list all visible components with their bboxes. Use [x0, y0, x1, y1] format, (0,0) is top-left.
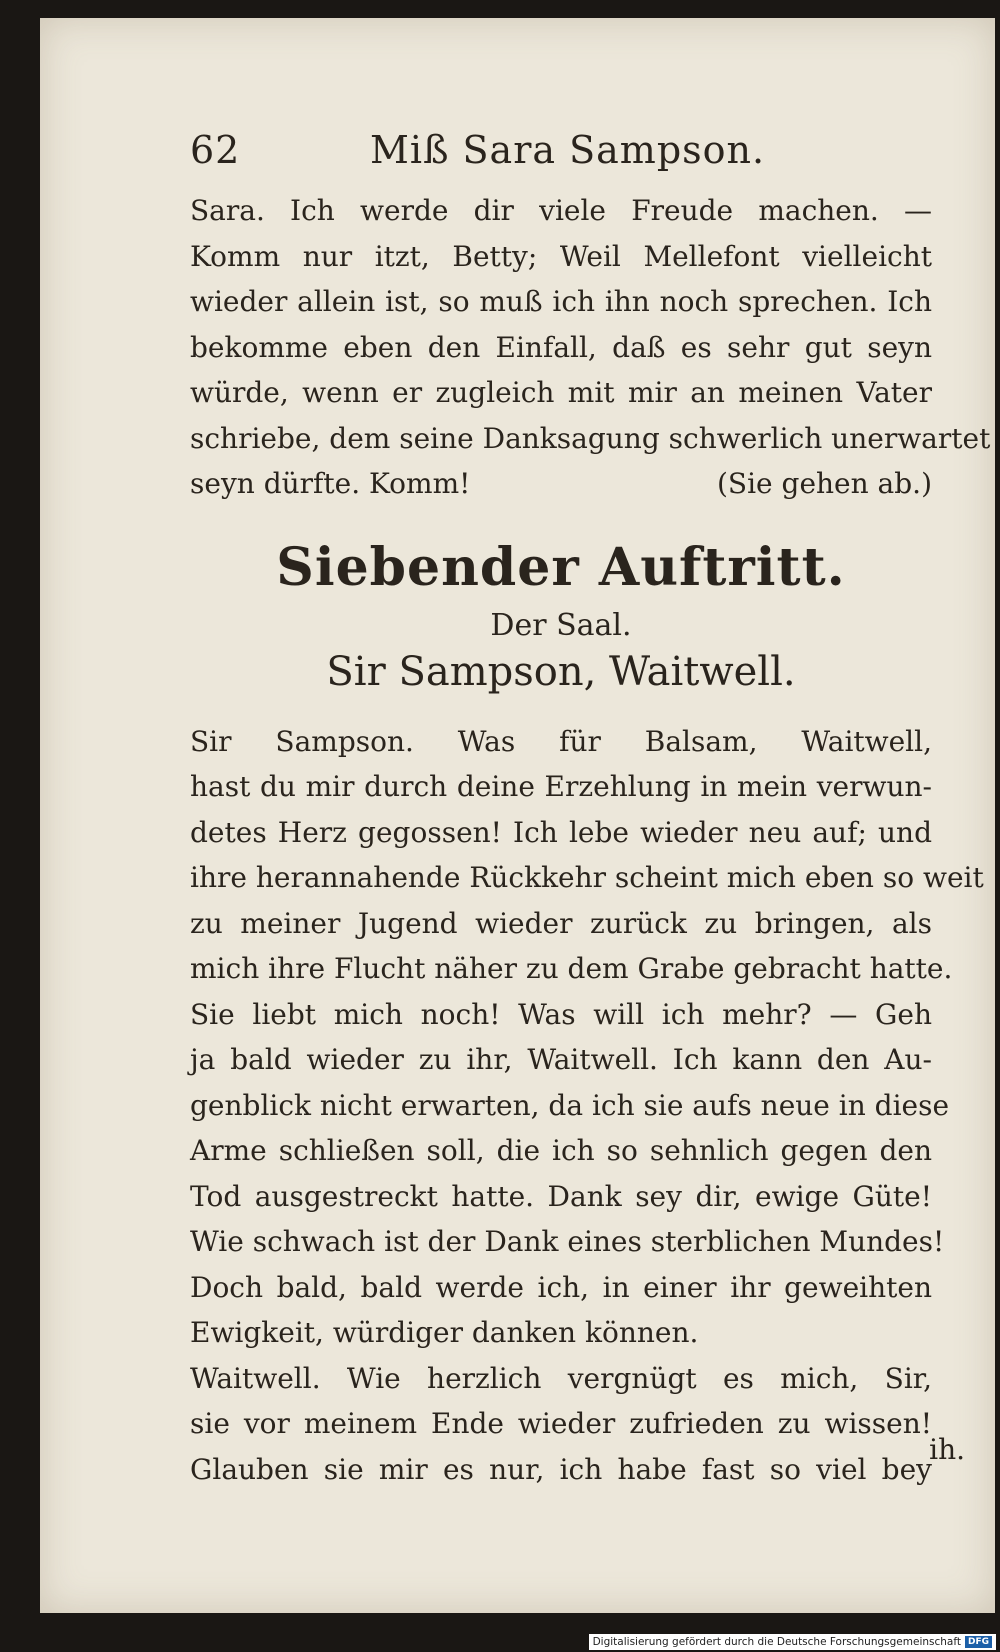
- text-line: bekomme eben den Einfall, daß es sehr gut seyn: [190, 330, 932, 364]
- text-line: Waitwell. Wie herzlich vergnügt es mich, Sir,: [190, 1361, 932, 1395]
- speech-waitwell: [190, 1356, 932, 1493]
- text-line: zu meiner Jugend wieder zurück zu bringen, als: [190, 906, 932, 940]
- text-line: Sara. Ich werde dir viele Freude machen. —: [190, 194, 932, 227]
- catchword: ih.: [929, 1433, 965, 1466]
- dfg-logo-icon: DFG: [965, 1636, 992, 1648]
- text-line: Ewigkeit, würdiger danken können.: [190, 1316, 699, 1349]
- scene-heading: Siebender Auftritt.: [276, 536, 846, 598]
- text-line: wieder allein ist, so muß ich ihn noch sprechen. Ich: [190, 285, 932, 318]
- page-header: [190, 118, 932, 188]
- text-line: hast du mir durch deine Erzehlung in mein verwun-: [190, 770, 932, 803]
- text-line: detes Herz gegossen! Ich lebe wieder neu auf; und: [190, 815, 932, 849]
- scene-characters: Sir Sampson, Waitwell.: [326, 648, 796, 695]
- text-line: Sir Sampson. Was für Balsam, Waitwell,: [190, 724, 932, 758]
- text-line: würde, wenn er zugleich mit mir an meinen Vater: [190, 376, 932, 409]
- text-line: Doch bald, bald werde ich, in einer ihr geweihten: [190, 1270, 932, 1304]
- book-page: [40, 18, 995, 1613]
- text-line: [190, 461, 932, 507]
- credit-text: Digitalisierung gefördert durch die Deutsche Forschungsgemeinschaft: [592, 1636, 961, 1648]
- text-line: Wie schwach ist der Dank eines sterblichen Mundes!: [190, 1225, 945, 1258]
- scene-location: Der Saal.: [490, 607, 632, 643]
- speech-sir-sampson: [190, 719, 984, 1356]
- text-line: Tod ausgestreckt hatte. Dank sey dir, ewige Güte!: [190, 1179, 932, 1213]
- page-number: 62: [190, 128, 241, 172]
- text-line: sie vor meinem Ende wieder zufrieden zu wissen!: [190, 1407, 932, 1440]
- text-line: genblick nicht erwarten, da ich sie aufs neue in diese: [190, 1088, 950, 1122]
- running-title: Miß Sara Sampson.: [370, 128, 766, 172]
- text-line: Komm nur itzt, Betty; Weil Mellefont vielleicht: [190, 239, 932, 273]
- text-line: mich ihre Flucht näher zu dem Grabe gebracht hatte.: [190, 952, 953, 985]
- speech-sara: [190, 188, 991, 507]
- text-line: ihre herannahende Rückkehr scheint mich eben so weit: [190, 861, 984, 894]
- text-line: Sie liebt mich noch! Was will ich mehr? — Geh: [190, 997, 932, 1031]
- text-line: Glauben sie mir es nur, ich habe fast so viel bey: [190, 1452, 932, 1486]
- page-content: [190, 118, 991, 1492]
- text-line-start: seyn dürfte. Komm!: [190, 467, 471, 500]
- text-line: Arme schließen soll, die ich so sehnlich gegen den: [190, 1134, 932, 1167]
- text-line: ja bald wieder zu ihr, Waitwell. Ich kann den Au-: [190, 1043, 932, 1076]
- stage-direction: (Sie gehen ab.): [716, 467, 932, 500]
- text-line: schriebe, dem seine Danksagung schwerlich unerwartet: [190, 421, 991, 455]
- digitization-credit: [589, 1634, 996, 1650]
